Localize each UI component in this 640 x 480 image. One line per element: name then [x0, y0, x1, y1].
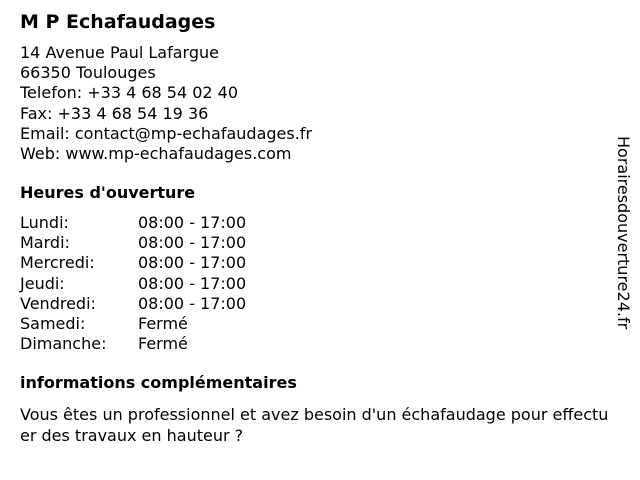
- day-label: Dimanche:: [20, 334, 107, 354]
- address-city: 66350 Toulouges: [20, 63, 156, 83]
- email-address: Email: contact@mp-echafaudages.fr: [20, 123, 313, 143]
- hours-row-sunday: [20, 334, 320, 354]
- additional-info-heading: informations complémentaires: [20, 373, 297, 392]
- day-label: Vendredi:: [20, 293, 96, 313]
- site-watermark: Horairesdouverture24.fr: [614, 136, 633, 330]
- contact-block: [20, 43, 312, 164]
- company-name: M P Echafaudages: [20, 11, 216, 33]
- opening-hours-heading: Heures d'ouverture: [20, 183, 196, 202]
- time-value: 08:00 - 17:00: [138, 293, 247, 313]
- day-label: Mardi:: [20, 233, 70, 253]
- day-label: Mercredi:: [20, 253, 95, 273]
- website-address: Web: www.mp-echafaudages.com: [20, 143, 292, 163]
- hours-row-tuesday: [20, 233, 320, 253]
- time-value: Fermé: [138, 334, 188, 354]
- hours-row-monday: [20, 213, 320, 233]
- day-label: Samedi:: [20, 313, 86, 333]
- hours-row-thursday: [20, 274, 320, 294]
- hours-row-friday: [20, 294, 320, 314]
- time-value: Fermé: [138, 313, 188, 333]
- day-label: Jeudi:: [20, 273, 65, 293]
- additional-info-text: Vous êtes un professionnel et avez besoin d'un échafaudage pour effectuer des travaux en hauteur ?: [20, 405, 609, 445]
- time-value: 08:00 - 17:00: [138, 233, 247, 253]
- hours-row-wednesday: [20, 253, 320, 273]
- time-value: 08:00 - 17:00: [138, 213, 247, 232]
- time-value: 08:00 - 17:00: [138, 273, 247, 293]
- opening-hours-table: [20, 213, 320, 354]
- hours-row-saturday: [20, 314, 320, 334]
- phone-number: Telefon: +33 4 68 54 02 40: [20, 83, 239, 103]
- fax-number: Fax: +33 4 68 54 19 36: [20, 103, 209, 123]
- address-street: 14 Avenue Paul Lafargue: [20, 43, 219, 62]
- day-label: Lundi:: [20, 213, 69, 232]
- time-value: 08:00 - 17:00: [138, 253, 247, 273]
